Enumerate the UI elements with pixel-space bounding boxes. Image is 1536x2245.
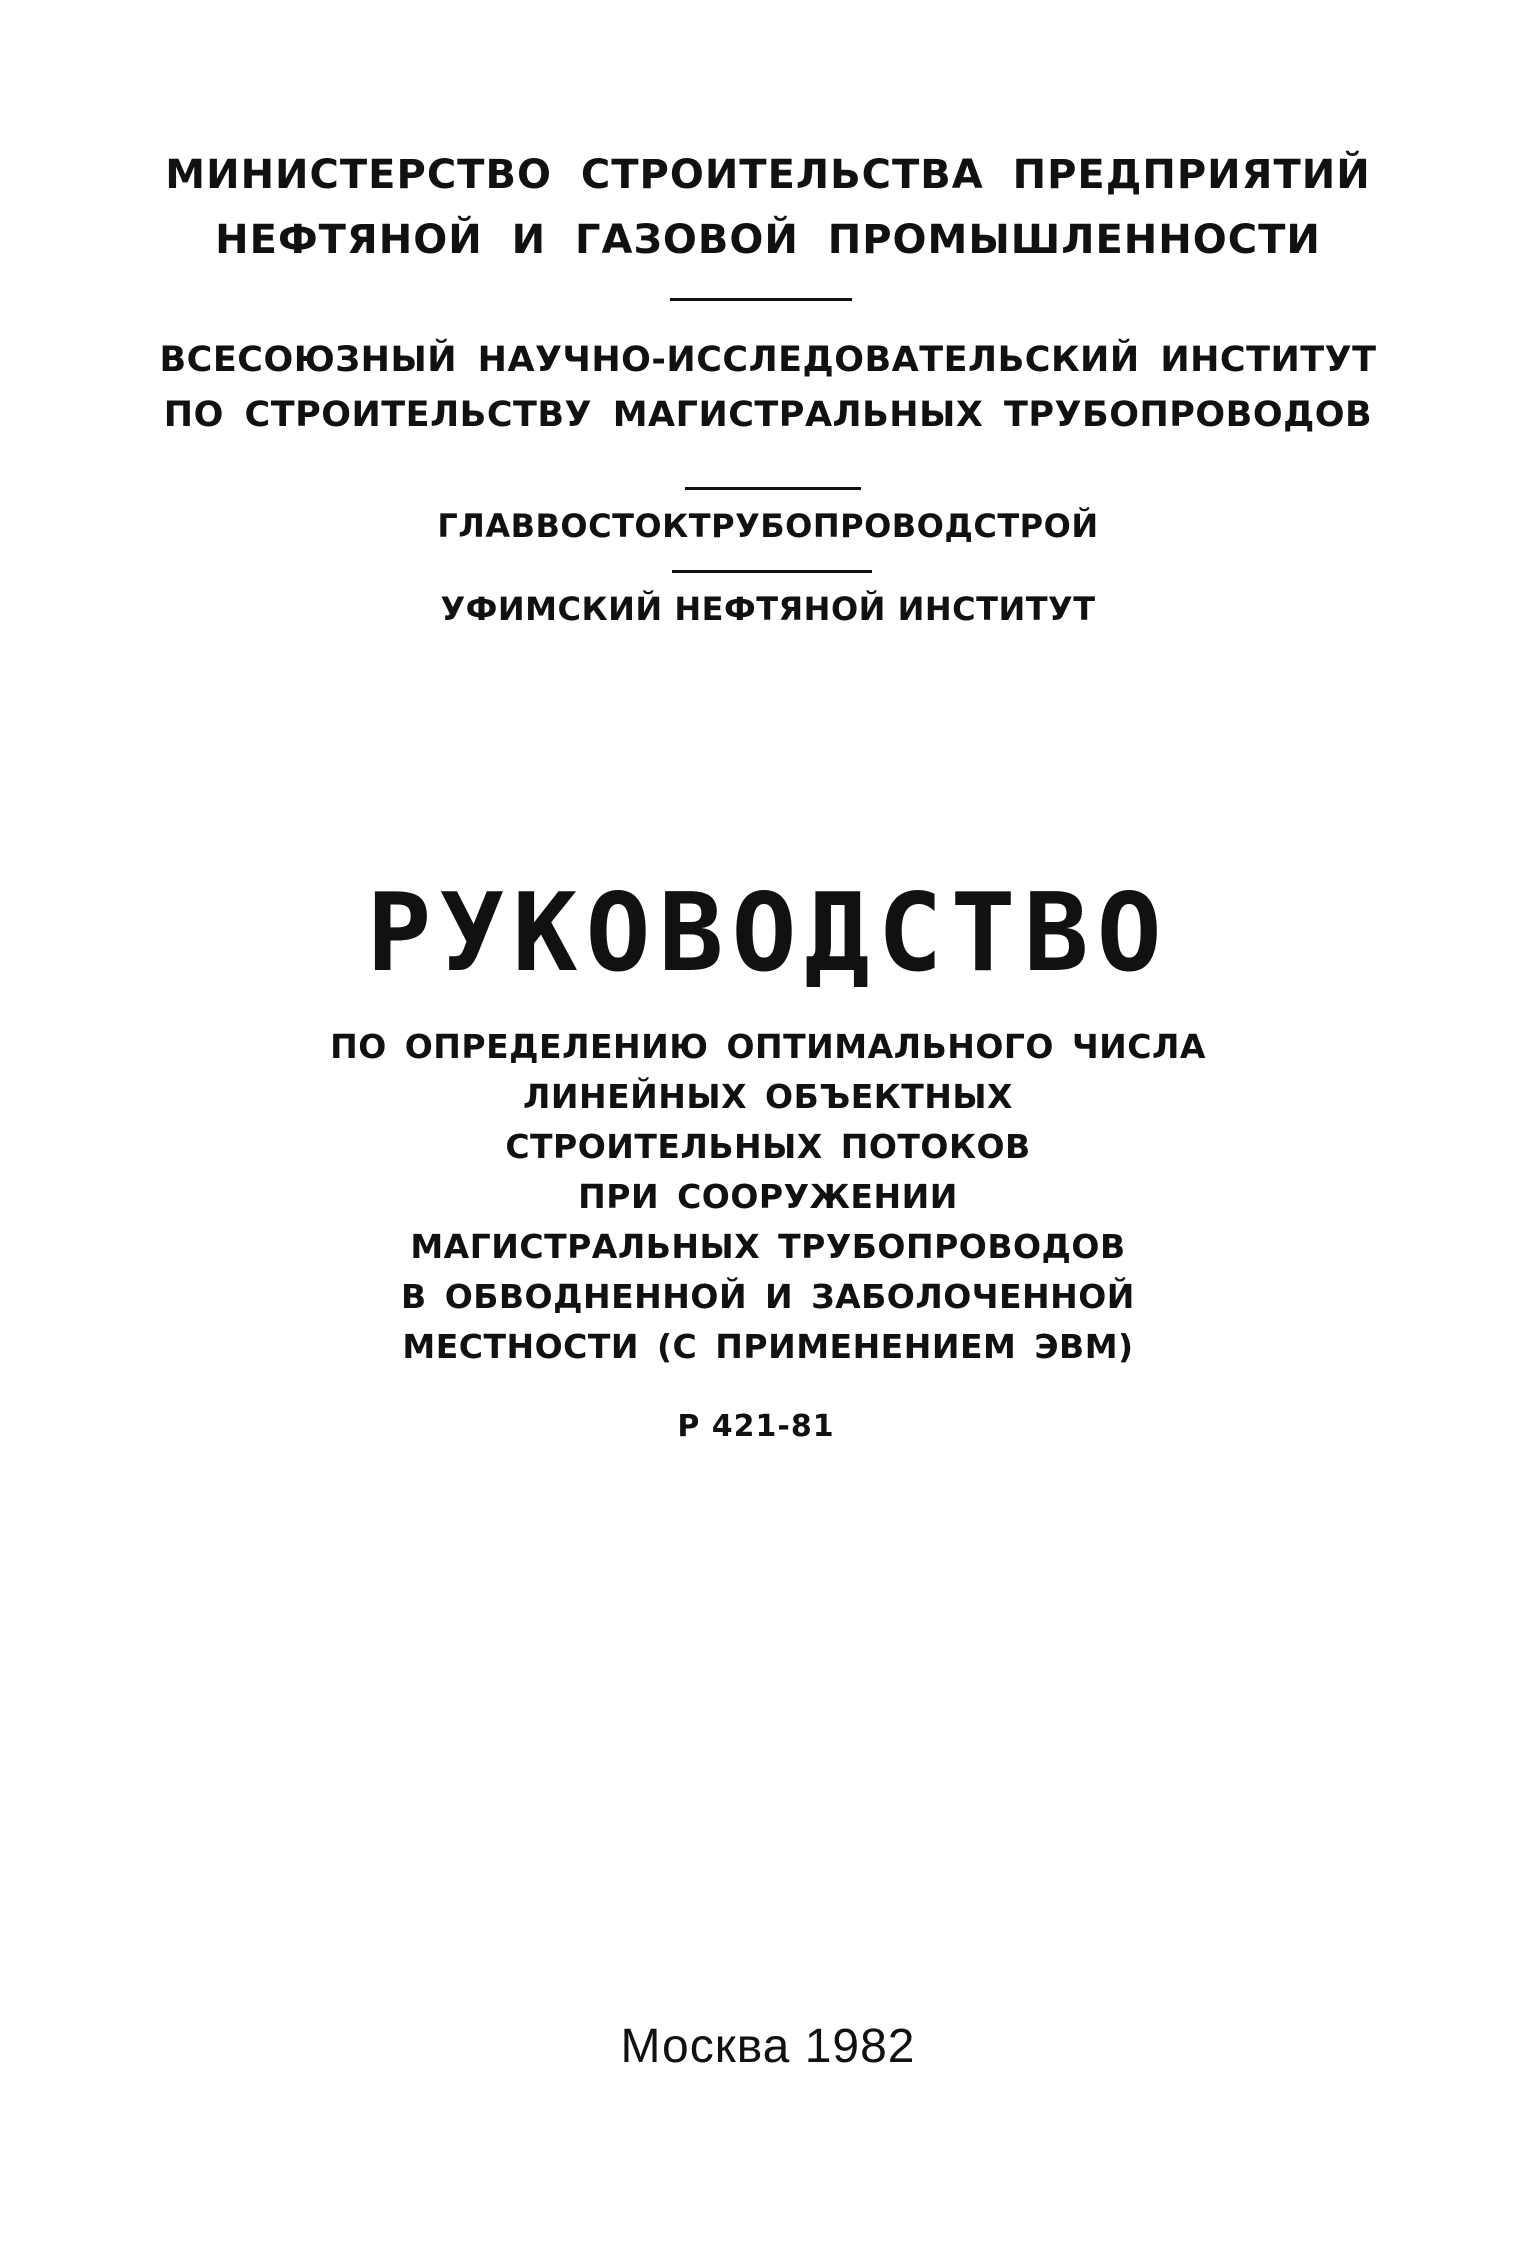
subtitle-line-2: ЛИНЕЙНЫХ ОБЪЕКТНЫХ	[522, 1077, 1014, 1116]
subtitle-line-1: ПО ОПРЕДЕЛЕНИЮ ОПТИМАЛЬНОГО ЧИСЛА	[330, 1027, 1206, 1066]
divider-2	[685, 487, 861, 490]
city-year: Москва 1982	[620, 2020, 916, 2073]
institute-line-2: ПО СТРОИТЕЛЬСТВУ МАГИСТРАЛЬНЫХ ТРУБОПРОВОДОВ	[163, 395, 1373, 435]
divider-1	[670, 298, 852, 301]
subtitle-line-7: МЕСТНОСТИ (С ПРИМЕНЕНИЕМ ЭВМ)	[402, 1327, 1134, 1366]
divider-3	[672, 570, 872, 573]
organization-name: ГЛАВВОСТОКТРУБОПРОВОДСТРОЙ	[437, 507, 1099, 545]
ministry-line-1: МИНИСТЕРСТВО СТРОИТЕЛЬСТВА ПРЕДПРИЯТИЙ	[165, 152, 1371, 198]
subtitle-line-4: ПРИ СООРУЖЕНИИ	[578, 1177, 958, 1216]
document-title: РУКОВОДСТВО	[366, 871, 1170, 996]
subtitle-line-3: СТРОИТЕЛЬНЫХ ПОТОКОВ	[505, 1127, 1031, 1166]
subtitle-line-6: В ОБВОДНЕННОЙ И ЗАБОЛОЧЕННОЙ	[401, 1277, 1135, 1316]
institute-line-1: ВСЕСОЮЗНЫЙ НАУЧНО-ИССЛЕДОВАТЕЛЬСКИЙ ИНСТИТУТ	[159, 340, 1377, 380]
subtitle-line-5: МАГИСТРАЛЬНЫХ ТРУБОПРОВОДОВ	[410, 1227, 1126, 1266]
university-name: УФИМСКИЙ НЕФТЯНОЙ ИНСТИТУТ	[440, 590, 1096, 628]
ministry-line-2: НЕФТЯНОЙ И ГАЗОВОЙ ПРОМЫШЛЕННОСТИ	[215, 217, 1321, 263]
document-code: Р 421-81	[677, 1409, 835, 1444]
